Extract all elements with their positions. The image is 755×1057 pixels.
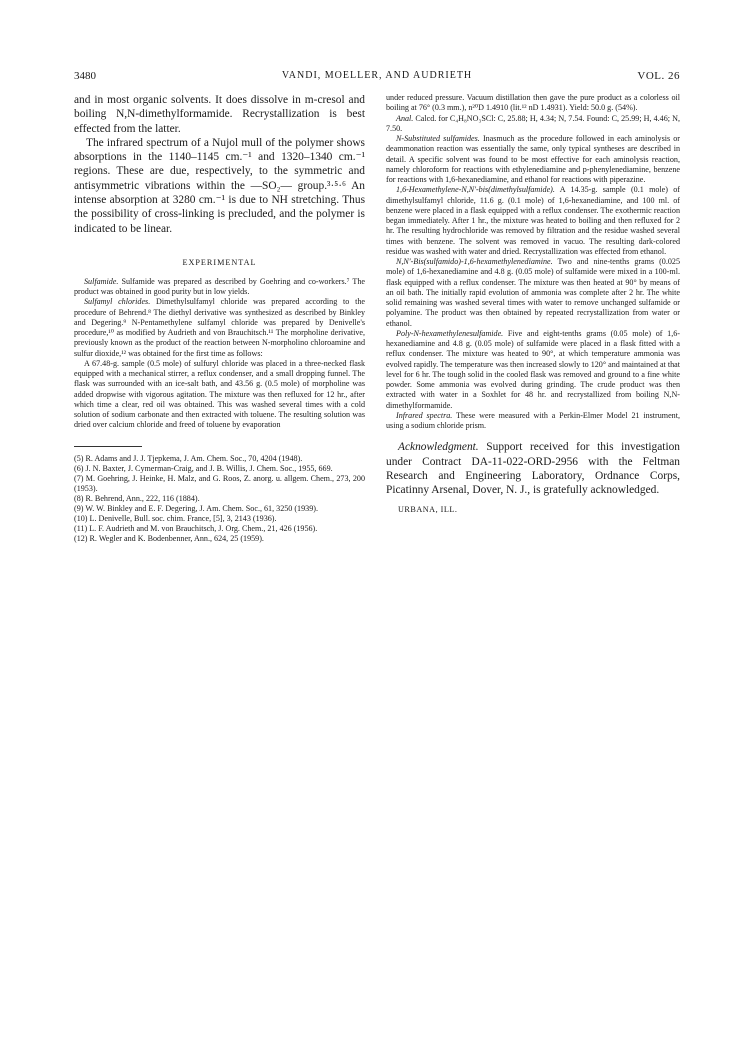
footnote-text: L. F. Audrieth and M. von Brauchitsch, J. Org. Chem., 21, 426 (1956).: [89, 524, 318, 534]
poly-paragraph: [386, 329, 680, 411]
right-column: [386, 93, 680, 514]
paragraph-text: These were measured with a Perkin-Elmer Model 21 instrument, using a sodium chloride prism.: [386, 410, 680, 430]
paragraph-text: Inasmuch as the procedure followed in each aminolysis or deammonation reaction was essentially the same, only typical syntheses are described in detail. A specific solvent was found to be most effective for each aminolysis reaction, namely chloroform for reactions with ethylenediamine and p-phenylenediamine, benzene for reactions with 1,6-hexanediamine, and ethanol for reactions with piperazine.: [386, 134, 680, 184]
run-in-heading: 1,6-Hexamethylene-N,N′-bis(dimethylsulfamide).: [396, 185, 555, 195]
footnote-number: (10): [74, 514, 88, 524]
footnote-number: (8): [74, 494, 84, 504]
sulfamyl-chlorides-paragraph: [74, 297, 365, 359]
paragraph-text: Five and eight-tenths grams (0.05 mole) of 1,6-hexanediamine and 4.8 g. (0.05 mole) of sulfamide were placed in a flask fitted with a reflux condenser. The mixture was heated to 90°, at which temperature ammonia was evolved rapidly. The temperature was then increased slowly to 120° and maintained at that level for 6 hr. The tough solid in the cooled flask was removed and ground to a fine white powder. Some ammonia was evolved during grinding. The crude product was then extracted with water in a Soxhlet for 48 hr. and recrystallized from boiling N,N-dimethylformamide.: [386, 328, 680, 410]
sulfamide-paragraph: [74, 277, 365, 298]
footnote-number: (9): [74, 504, 84, 514]
running-title: VANDI, MOELLER, AND AUDRIETH: [281, 70, 473, 81]
affiliation-signature: URBANA, ILL.: [398, 505, 458, 515]
footnote-rule: [74, 446, 142, 447]
footnote-text: R. Wegler and K. Bodenbenner, Ann., 624, 25 (1959).: [89, 534, 264, 544]
n-substituted-paragraph: [386, 134, 680, 185]
footnote: [74, 464, 365, 474]
footnote-number: (12): [74, 534, 88, 544]
paragraph-text: Dimethylsulfamyl chloride was prepared according to the procedure of Behrend.⁸ The diethyl derivative was synthesized as described by Binkley and Degering.⁹ N-Pentamethylene sulfamyl chloride was prepared by Denivelle's procedure,¹⁰ as modified by Audrieth and von Brauchitsch.¹¹ The morpholine derivative, previously known as the product of the reaction between N-morpholino chloroamine and sulfur dioxide,¹² was obtained for the first time as follows:: [74, 297, 365, 358]
run-in-heading: Poly-N-hexamethylenesulfamide.: [396, 328, 504, 338]
footnote-number: (7): [74, 473, 84, 483]
run-in-heading: Sulfamide.: [84, 276, 119, 286]
footnote-number: (5): [74, 453, 84, 463]
hexamethylene-paragraph: [386, 185, 680, 257]
run-in-heading: Sulfamyl chlorides.: [84, 297, 151, 307]
run-in-heading: N-Substituted sulfamides.: [396, 134, 480, 143]
footnote: [74, 454, 365, 464]
run-in-heading: N,N′-Bis(sulfamido)-1,6-hexamethylenediamine.: [396, 257, 553, 266]
run-in-heading: Infrared spectra.: [396, 410, 453, 420]
intro-paragraph: and in most organic solvents. It does dissolve in m-cresol and boiling N,N-dimethylformamide. Recrystallization is best effected from the latter.: [74, 94, 365, 135]
footnote: [74, 474, 365, 494]
footnote-text: L. Denivelle, Bull. soc. chim. France, [5], 3, 2143 (1936).: [89, 514, 277, 524]
paragraph-text: Two and nine-tenths grams (0.025 mole) of 1,6-hexanediamine and 4.8 g. (0.05 mole) of sulfamide were mixed in a 100-ml. flask equipped with a reflux condenser. The mixture was then heated at 90° by means of an oil bath. The initially rapid evolution of ammonia was complete after 2 hr. The white solid remaining was washed several times with water to remove unchanged sulfamide or polyamine. The product was then obtained by repeated recrystallization from water or ethanol.: [386, 257, 680, 328]
footnote-text: J. N. Baxter, J. Cymerman-Craig, and J. B. Willis, J. Chem. Soc., 1955, 669.: [85, 463, 333, 473]
left-column: [74, 93, 365, 545]
footnote: [74, 494, 365, 504]
footnote: [74, 514, 365, 524]
paragraph-text: Support received for this investigation under Contract DA-11-022-ORD-2956 with the Feltman Research and Engineering Laboratory, Ordnance Corps, Picatinny Arsenal, Dover, N. J., is gratefully acknowledged.: [386, 441, 680, 497]
analysis-paragraph: [386, 114, 680, 135]
footnote: [74, 524, 365, 534]
section-heading: EXPERIMENTAL: [182, 257, 257, 267]
footnote-text: W. W. Binkley and E. F. Degering, J. Am. Chem. Soc., 61, 3250 (1939).: [85, 504, 318, 514]
bis-sulfamido-paragraph: [386, 257, 680, 329]
footnote: [74, 534, 365, 544]
footnote-text: M. Goehring, J. Heinke, H. Malz, and G. Roos, Z. anorg. u. allgem. Chem., 273, 200 (1953).: [74, 473, 365, 493]
footnote-text: R. Behrend, Ann., 222, 116 (1884).: [85, 494, 200, 504]
footnote-text: R. Adams and J. J. Tjepkema, J. Am. Chem. Soc., 70, 4204 (1948).: [85, 453, 303, 463]
paragraph-text: A 14.35-g. sample (0.1 mole) of dimethylsulfamyl chloride, 11.6 g. (0.1 mole) of 1,6-hexanediamine, and 100 ml. of benzene were placed in a flask equipped with a reflux condenser. The exothermic reaction began immediately. After 1 hr., the mixture was heated to boiling and then refluxed for 2 hr. The resulting hydrochloride was removed by filtration and the residue washed several times with benzene. The solvent was removed in vacuo. The resulting dark-colored residue was washed with water and dried. Recrystallization was effected from ethanol.: [386, 185, 680, 256]
page-number: 3480: [74, 70, 96, 82]
footnote: [74, 504, 365, 514]
acknowledgment-paragraph: [386, 440, 680, 497]
footnote-number: (6): [74, 463, 84, 473]
infrared-spectra-paragraph: [386, 411, 680, 432]
run-in-heading: Anal.: [396, 113, 414, 123]
volume-label: VOL. 26: [637, 70, 680, 82]
footnote-number: (11): [74, 524, 88, 534]
infrared-discussion-paragraph: The infrared spectrum of a Nujol mull of the polymer shows absorptions in the 1140–1145 cm.⁻¹ and 1320–1340 cm.⁻¹ regions. These are due, respectively, to the symmetric and antisymmetric vibrations within the —SO₂— group.³·⁵·⁶ An intense absorption at 3280 cm.⁻¹ is due to NH stretching. Thus the possibility of cross-linking is precluded, and the polymer is indicated to be linear.: [74, 136, 365, 235]
run-in-heading: Acknowledgment.: [398, 441, 479, 454]
paragraph-text: Sulfamide was prepared as described by Goehring and co-workers.⁷ The product was obtained in good purity but in low yields.: [74, 276, 365, 297]
procedure-paragraph: A 67.48-g. sample (0.5 mole) of sulfuryl chloride was placed in a three-necked flask equipped with a mechanical stirrer, a reflux condenser, and a small dropping funnel. The flask was surrounded with an ice-salt bath, and 43.56 g. (0.5 mole) of morpholine was added dropwise with vigorous agitation. The mixture was then refluxed for 12 hr., after which time a clear, red oil was obtained. This was washed several times with a cold solution of sodium carbonate and then extracted with toluene. The resulting solution was dried over calcium chloride and freed of toluene by evaporation: [74, 358, 365, 430]
footnotes: [74, 454, 365, 545]
running-header: [74, 70, 680, 84]
distillation-paragraph: under reduced pressure. Vacuum distillation then gave the pure product as a colorless oil boiling at 76° (0.3 mm.), n²⁰D 1.4910 (lit.¹² nD 1.4931). Yield: 50.0 g. (54%).: [386, 93, 680, 113]
paragraph-text: Calcd. for C₄H₈NO₃SCl: C, 25.88; H, 4.34; N, 7.54. Found: C, 25.99; H, 4.46; N, 7.50.: [386, 113, 680, 133]
